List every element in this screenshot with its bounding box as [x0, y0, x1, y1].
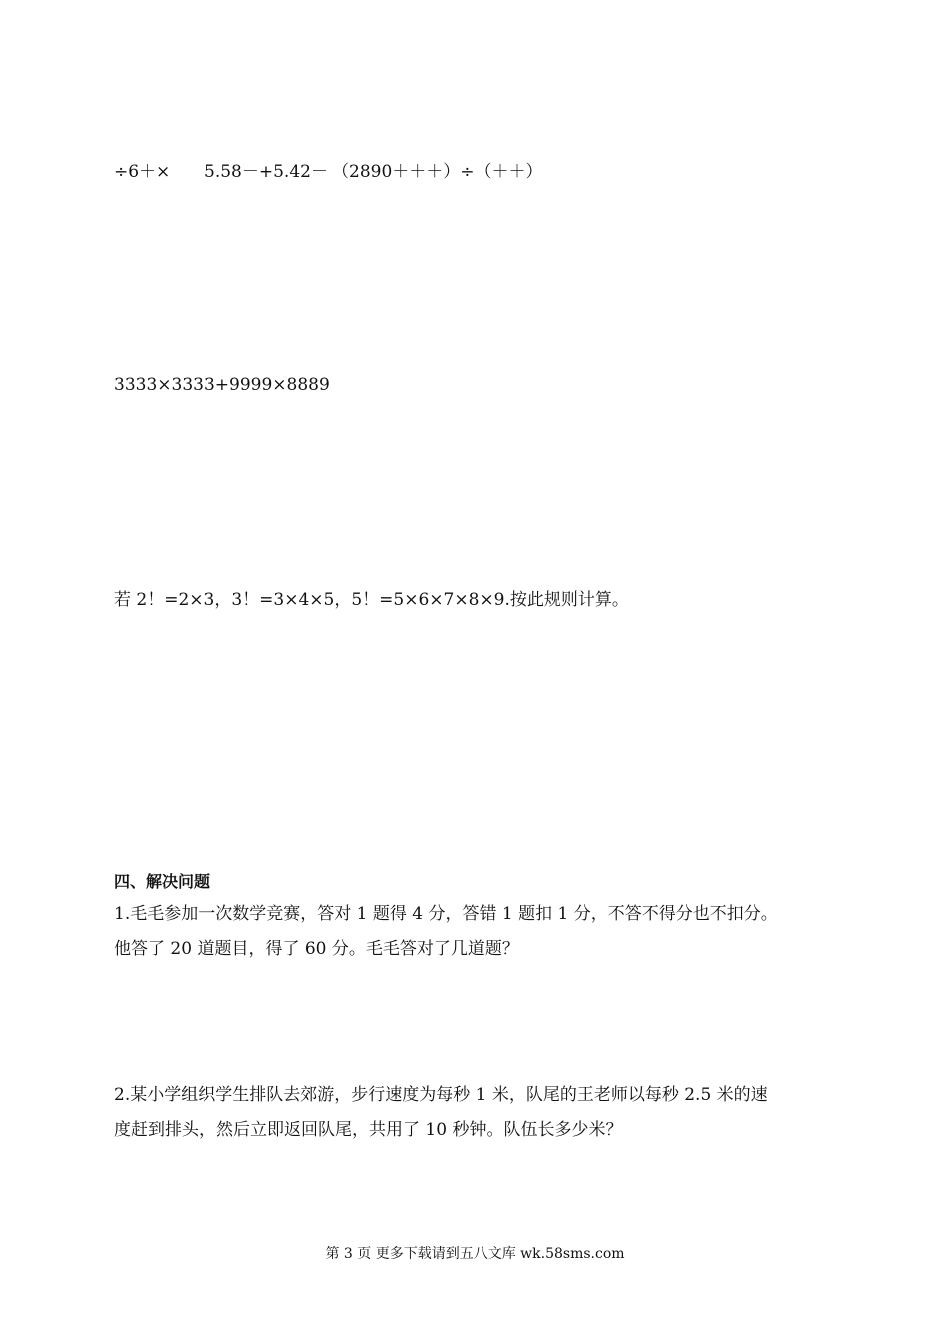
problem-2-line-1: 2.某小学组织学生排队去郊游，步行速度为每秒 1 米，队尾的王老师以每秒 2.5 米的速: [114, 1085, 768, 1105]
problem-1: [114, 897, 844, 967]
problem-1-line-2: 他答了 20 道题目，得了 60 分。毛毛答对了几道题？: [114, 939, 519, 959]
expression-3: （2890＋＋＋）÷（＋＋）: [332, 162, 543, 182]
page-footer: 第 3 页 更多下载请到五八文库 wk.58sms.com: [325, 1246, 625, 1262]
problem-2-line-2: 度赶到排头，然后立即返回队尾，共用了 10 秒钟。队伍长多少米？: [114, 1120, 623, 1140]
expression-1: ÷6＋×: [114, 162, 171, 182]
section-title: 四、解决问题: [114, 872, 211, 891]
expression-4: 3333×3333+9999×8889: [114, 375, 330, 395]
problem-2: [114, 1078, 844, 1148]
expression-row: [114, 160, 543, 184]
factorial-rule-question: 若 2！=2×3，3！=3×4×5，5！=5×6×7×8×9.按此规则计算。: [114, 590, 629, 610]
problem-1-line-1: 1.毛毛参加一次数学竞赛，答对 1 题得 4 分，答错 1 题扣 1 分，不答不得分也不扣分。: [114, 904, 778, 924]
expression-2: 5.58－+5.42－: [204, 162, 328, 182]
